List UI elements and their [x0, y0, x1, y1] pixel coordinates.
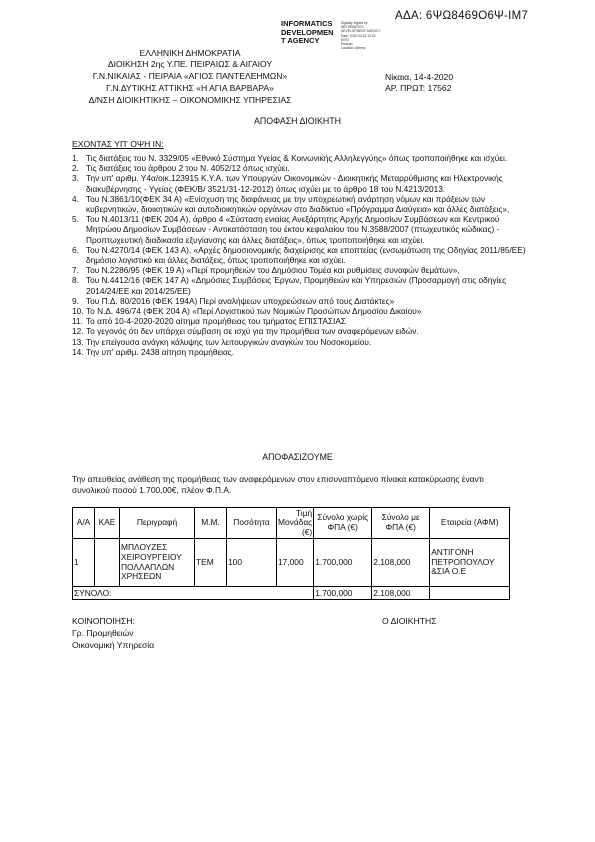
list-item [72, 337, 532, 347]
digital-signature-logo [281, 20, 334, 46]
list-item [72, 153, 532, 163]
table-header-row [73, 508, 510, 539]
cell-company: ΑΝΤΙΓΟΝΗ ΠΕΤΡΟΠΟΥΛΟΥ &ΣΙΑ Ο.Ε [430, 539, 510, 587]
list-item [72, 275, 532, 295]
signature-detail: Date: 2020.04.15 12:22 [341, 33, 376, 38]
header-directorate: Δ/ΝΣΗ ΔΙΟΙΚΗΤΙΚΗΣ – ΟΙΚΟΝΟΜΙΚΗΣ ΥΠΗΡΕΣΙΑΣ [88, 95, 292, 105]
item-number: 9. [72, 295, 79, 306]
col-header: Περιγραφή [120, 508, 195, 539]
item-number: 5. [72, 214, 79, 225]
item-text: Τις διατάξεις του Ν. 3329/05 «Εθνικό Σύστημα Υγείας & Κοινωνικής Αλληλεγγύης» όπως τροποποιήθηκε και ισχύει. [86, 153, 508, 163]
item-text: Την υπ' αριθμ. 2438 αίτηση προμήθειας. [86, 346, 235, 357]
header-republic: ΕΛΛΗΝΙΚΗ ΔΗΜΟΚΡΑΤΙΑ [139, 48, 241, 58]
signature-detail: INFORMATICS [341, 25, 364, 30]
notification-recipient: Οικονομική Υπηρεσία [72, 640, 155, 650]
cell-description: ΜΠΛΟΥΖΕΣ ΧΕΙΡΟΥΡΓΕΙΟΥ ΠΟΛΛΑΠΛΩΝ ΧΡΗΣΕΩΝ [120, 539, 195, 587]
item-number: 12. [72, 326, 84, 337]
item-text: Του Ν.4013/11 (ΦΕΚ 204 Α), άρθρο 4 «Σύσταση ενιαίας Ανεξάρτητης Αρχής Δημοσίων Συμβάσεων και Κεντρικού Μητρώου Δημοσίων Συμβάσεων - Αντικατάσταση του έκτου κεφαλαίου του Ν.3588/2007 (πτωχευτικός κώδικας) - Προπτωχευτική διαδικασία εξυγίανσης και άλλες διατάξεις», όπως τροποποιήθηκε και ισχύει. [86, 214, 500, 245]
col-header: Μ.Μ. [195, 508, 227, 539]
list-item [72, 163, 532, 173]
ada-code: ΑΔΑ: 6ΨΩ8469Ο6Ψ-ΙΜ7 [395, 10, 529, 22]
document-title: ΑΠΟΦΑΣΗ ΔΙΟΙΚΗΤΗ [254, 116, 341, 126]
list-item [72, 265, 532, 275]
item-number: 7. [72, 265, 79, 276]
item-number: 11. [72, 316, 83, 327]
protocol-number: ΑΡ. ΠΡΩΤ: 17562 [385, 83, 452, 93]
item-number: 14. [72, 346, 84, 357]
col-header: Σύνολο χωρίς ΦΠΑ (€) [314, 508, 372, 539]
signature-detail: EEST [341, 37, 350, 42]
item-text: Του Ν.3861/10(ΦΕΚ 34 Α) «Ενίσχυση της διαφάνειας με την υποχρεωτική ανάρτηση νόμων και πράξεων των κυβερνητικών, διοικητικών και αυτοδιοικητικών οργάνων στο διαδίκτυο «Πρόγραμμα Διαύγεια» και άλλες διατάξεις», [86, 193, 510, 215]
cell-unit-measure: ΤΕΜ [195, 539, 227, 587]
col-header: Τιμή Μονάδας (€) [278, 507, 313, 537]
list-item [72, 214, 532, 245]
item-text: Την επείγουσα ανάγκη κάλυψης των λειτουργικών αναγκών του Νοσοκομείου. [86, 336, 372, 347]
notification-recipient: Γρ. Προμηθειών [72, 628, 134, 638]
item-number: 10. [72, 306, 84, 317]
table-total-row [73, 587, 510, 600]
item-text: Του Ν.2286/95 (ΦΕΚ 19 Α) «Περί προμηθειών του Δημόσιου Τομέα και ρυθμίσεις συναφών θεμάτων», [86, 265, 460, 276]
signature-detail: DEVELOPMENT AGENCY [341, 29, 381, 34]
item-text: Του Ν.4412/16 (ΦΕΚ 147 Α) «Δημόσιες Συμβάσεις Έργων, Προμηθειών και Υπηρεσιών (Προσαρμογή στις οδηγίες 2014/24/ΕΕ και 2014/25/ΕΕ) [86, 275, 507, 296]
logo-line: T AGENCY [281, 36, 320, 46]
having-in-mind-heading: ΕΧΟΝΤΑΣ ΥΠ' ΟΨΗ ΙΝ: [72, 139, 164, 149]
signature-detail: Reason: [341, 42, 354, 47]
considerations-list [72, 153, 532, 357]
list-item [72, 326, 532, 336]
item-number: 4. [72, 193, 79, 204]
col-header: Σύνολο με ΦΠΑ (€) [372, 508, 430, 539]
header-administration: ΔΙΟΙΚΗΣΗ 2ης Υ.ΠΕ. ΠΕΙΡΑΙΩΣ & ΑΙΓΑΙΟΥ [107, 59, 273, 69]
col-header: Εταιρεία (ΑΦΜ) [430, 508, 510, 539]
logo-line: DEVELOPMEN [281, 27, 334, 37]
total-net: 1.700,000 [314, 587, 372, 600]
award-table [72, 507, 510, 600]
item-text: Το γεγονός ότι δεν υπάρχει σύμβαση σε ισχύ για την προμήθεια των αναφερόμενων ειδών. [86, 326, 419, 337]
item-text: Του Π.Δ. 80/2016 (ΦΕΚ 194Α) Περί αναλήψεων υποχρεώσεων από τους Διατάκτες» [86, 295, 395, 306]
cell-quantity: 100 [227, 539, 277, 587]
col-header: ΚΑΕ [95, 508, 120, 539]
item-text: Το από 10-4-2020-2020 αίτημα προμήθειας του τμήματος ΕΠΙΣΤΑΣΙΑΣ [86, 316, 346, 327]
list-item [72, 306, 532, 316]
cell-gross-total: 2.108,000 [372, 539, 430, 587]
list-item [72, 296, 532, 306]
item-text: Του Ν.4270/14 (ΦΕΚ 143 Α), «Αρχές δημοσιονομικής διαχείρισης και εποπτείας (ενσωμάτωση της Οδηγίας 2011/85/ΕΕ) δημόσιο λογιστικό και άλλες διατάξεις, όπως τροποποιήθηκε και ισχύει. [86, 244, 526, 266]
signature-detail: Location: Athens [341, 46, 366, 51]
cell-unit-price: 17,000 [277, 539, 314, 587]
decision-heading: ΑΠΟΦΑΣΙΖΟΥΜΕ [262, 452, 333, 462]
total-empty [430, 587, 510, 600]
decision-text: Την απευθείας ανάθεση της προμήθειας των αναφερόμενων στον επισυναπτόμενο πίνακα κατακύρωσης έναντι συνολικού ποσού 1.700,00€, πλέον Φ.Π.Α. [72, 474, 484, 495]
item-number: 2. [72, 163, 79, 174]
signature-detail: Digitally signed by [341, 21, 368, 25]
item-number: 13. [72, 336, 84, 347]
place-date: Νίκαια, 14-4-2020 [385, 72, 454, 82]
signatory-title: Ο ΔΙΟΙΚΗΤΗΣ [382, 616, 437, 626]
header-hospital-2: Γ.Ν.ΔΥΤΙΚΗΣ ΑΤΤΙΚΗΣ «Η ΑΓΙΑ ΒΑΡΒΑΡΑ» [106, 83, 274, 93]
col-header: Ποσότητα [227, 508, 277, 539]
list-item [72, 347, 532, 357]
item-text: Την υπ' αριθμ. Υ4α/οικ.123915 Κ.Υ.Α. των Υπουργών Οικονομικών - Διοικητικής Μεταρρύθμισης και Ηλεκτρονικής διακυβέρνησης - Υγείας (ΦΕΚ/Β/ 3521/31-12-2012) όπως ισχύει με το άρθρο 18 του Ν.4213/2013. [86, 173, 503, 194]
item-number: 3. [72, 173, 79, 184]
item-number: 6. [72, 244, 79, 255]
header-hospital-1: Γ.Ν.ΝΙΚΑΙΑΣ - ΠΕΙΡΑΙΑ «ΑΓΙΟΣ ΠΑΝΤΕΛΕΗΜΩΝ» [92, 71, 288, 81]
cell-net-total: 1.700,000 [314, 539, 372, 587]
item-text: Τις διατάξεις του άρθρου 2 του Ν. 4052/12 όπως ισχύει. [86, 163, 290, 174]
notification-heading: ΚΟΙΝΟΠΟΙΗΣΗ: [72, 616, 135, 626]
digital-signature-details [341, 21, 381, 50]
table-row [73, 539, 510, 587]
list-item [72, 245, 532, 265]
item-number: 8. [72, 275, 79, 286]
item-number: 1. [72, 153, 79, 163]
list-item [72, 173, 532, 193]
cell-kae [95, 539, 120, 587]
total-label: ΣΥΝΟΛΟ: [73, 587, 314, 600]
list-item [72, 316, 532, 326]
item-text: Το Ν.Δ. 496/74 (ΦΕΚ 204 Α) «Περί Λογιστικού των Νομικών Προσώπων Δημοσίου Δικαίου» [86, 306, 422, 317]
cell-aa: 1 [73, 539, 95, 587]
logo-line: INFORMATICS [281, 19, 333, 28]
col-header: Α/Α [73, 508, 95, 539]
total-gross: 2.108,000 [372, 587, 430, 600]
list-item [72, 194, 532, 214]
